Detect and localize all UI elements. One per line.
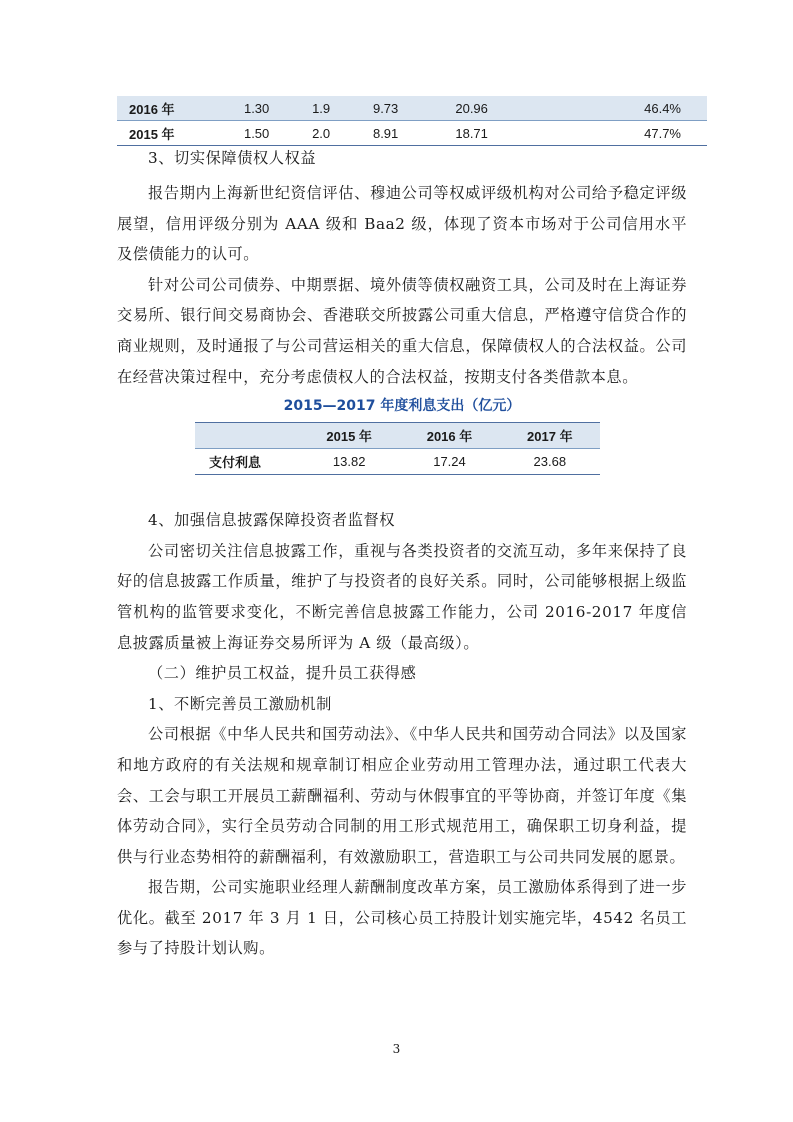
cell: 8.91 — [348, 121, 423, 146]
cell: 1.30 — [219, 96, 294, 121]
page-number: 3 — [392, 1042, 401, 1056]
cell: 46.4% — [520, 96, 707, 121]
paragraph-credit-rating: 报告期内上海新世纪资信评估、穆迪公司等权威评级机构对公司给予稳定评级展望，信用评级分别为 AAA 级和 Baa2 级，体现了资本市场对于公司信用水平及偿债能力的认可。 — [117, 184, 687, 264]
subheading-incentives: 1、不断完善员工激励机制 — [148, 694, 332, 713]
column-header — [195, 423, 299, 449]
section-heading-employees: （二）维护员工权益，提升员工获得感 — [148, 664, 417, 683]
cell: 20.96 — [423, 96, 520, 121]
row-year: 2015 年 — [117, 121, 219, 146]
column-header: 2015 年 — [299, 423, 399, 449]
cell: 13.82 — [299, 449, 399, 475]
cell: 18.71 — [423, 121, 520, 146]
table-row — [117, 96, 707, 121]
paragraph-disclosure: 公司密切关注信息披露工作，重视与各类投资者的交流互动，多年来保持了良好的信息披露工作质量，维护了与投资者的良好关系。同时，公司能够根据上级监管机构的监管要求变化，不断完善信息披露工作能力，公司 2016-2017 年度信息披露质量被上海证券交易所评为 A 级（最高级）。 — [117, 541, 687, 652]
page-content — [117, 96, 687, 964]
financial-table-continuation — [117, 96, 707, 146]
paragraph-labor-law: 公司根据《中华人民共和国劳动法》、《中华人民共和国劳动合同法》以及国家和地方政府的有关法规和规章制订相应企业劳动用工管理办法，通过职工代表大会、工会与职工开展员工薪酬福利、劳动与休假事宜的平等协商，并签订年度《集体劳动合同》，实行全员劳动合同制的用工形式规范用工，确保职工切身利益，提供与行业态势相符的薪酬福利，有效激励职工，营造职工与公司共同发展的愿景。 — [117, 725, 687, 866]
cell: 1.9 — [294, 96, 348, 121]
section-heading-creditors: 3、切实保障债权人权益 — [148, 149, 317, 167]
column-header: 2017 年 — [500, 423, 600, 449]
row-year: 2016 年 — [117, 96, 219, 121]
table-row — [117, 121, 707, 146]
cell: 2.0 — [294, 121, 348, 146]
cell: 9.73 — [348, 96, 423, 121]
cell: 17.24 — [399, 449, 499, 475]
cell: 23.68 — [500, 449, 600, 475]
paragraph-stock-plan: 报告期，公司实施职业经理人薪酬制度改革方案，员工激励体系得到了进一步优化。截至 2017 年 3 月 1 日，公司核心员工持股计划实施完毕，4542 名员工参与了持股计划认购。 — [117, 878, 687, 958]
cell: 1.50 — [219, 121, 294, 146]
interest-table — [195, 422, 600, 475]
table-row — [195, 449, 600, 475]
section-heading-disclosure: 4、加强信息披露保障投资者监督权 — [148, 511, 396, 530]
interest-table-title: 2015—2017 年度利息支出（亿元） — [283, 398, 521, 415]
cell: 47.7% — [520, 121, 707, 146]
paragraph-creditor-rights: 针对公司公司债券、中期票据、境外债等债权融资工具，公司及时在上海证券交易所、银行间交易商协会、香港联交所披露公司重大信息，严格遵守信贷合作的商业规则，及时通报了与公司营运相关的重大信息，保障债权人的合法权益。公司在经营决策过程中，充分考虑债权人的合法权益，按期支付各类借款本息。 — [117, 275, 687, 386]
column-header: 2016 年 — [399, 423, 499, 449]
row-label: 支付利息 — [195, 449, 299, 475]
table-header-row — [195, 423, 600, 449]
